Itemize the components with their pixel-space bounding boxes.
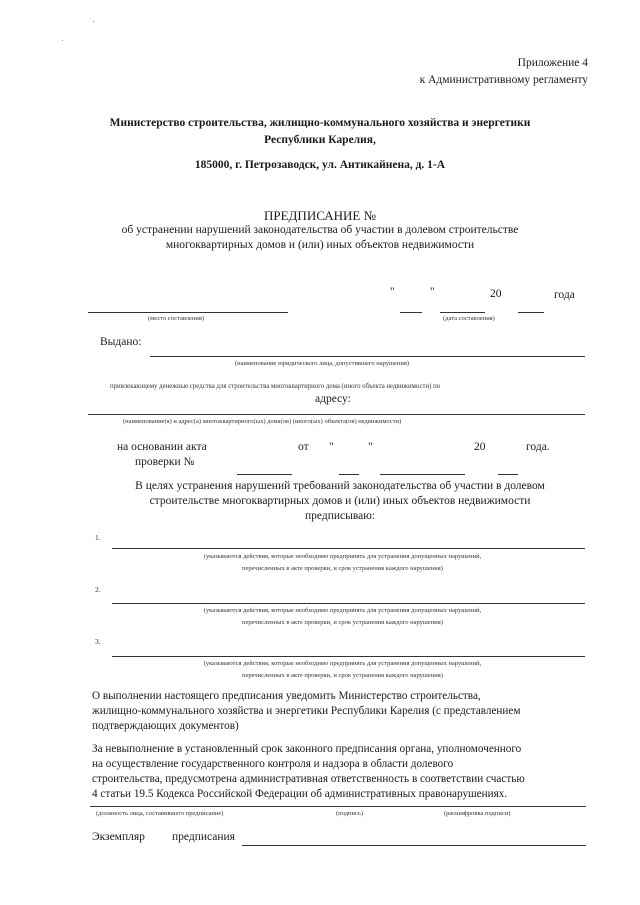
item-number: 2. <box>95 585 101 594</box>
liability-line-1: За невыполнение в установленный срок законного предписания органа, уполномоченного <box>92 743 522 755</box>
item-number: 3. <box>95 637 101 646</box>
basis-year-prefix: 20 <box>474 441 486 453</box>
ministry-name-line-1: Министерство строительства, жилищно-коммунального хозяйства и энергетики <box>109 117 531 129</box>
item-3-caption-2: перечисленных в акте проверки, и срок устранения каждого нарушения) <box>242 672 443 679</box>
address-label: адресу: <box>315 393 351 405</box>
date-quote-open: " <box>390 286 395 298</box>
date-year-prefix: 20 <box>490 288 502 300</box>
year-field[interactable] <box>518 312 544 313</box>
purpose-line-3: предписываю: <box>304 510 376 522</box>
basis-label: на основании акта <box>117 441 207 453</box>
act-day-field[interactable] <box>339 474 359 475</box>
liability-line-4: 4 статьи 19.5 Кодекса Российской Федерации об административных правонарушениях. <box>92 788 508 800</box>
ministry-address: 185000, г. Петрозаводск, ул. Антикайнена, д. 1-А <box>194 159 446 171</box>
issued-label: Выдано: <box>100 336 142 348</box>
scan-speck <box>93 21 94 22</box>
ministry-name-line-2: Республики Карелия, <box>264 134 376 146</box>
building-address-caption: (наименование(я) и адрес(а) многоквартирного(ых) дома(ов) (иного(ых) объекта(ов) недвижимости) <box>123 418 402 425</box>
order-subtitle-2: многоквартирных домов и (или) иных объектов недвижимости <box>165 239 475 251</box>
place-field[interactable] <box>88 312 288 313</box>
basis-quote-open: " <box>329 441 334 453</box>
item-3-field[interactable] <box>112 656 585 657</box>
copy-recipient-field[interactable] <box>242 845 586 846</box>
fundraising-text: привлекающему денежные средства для строительства многоквартирного дома (иного объекта недвижимости) по <box>110 383 441 390</box>
liability-line-3: строительства, предусмотрена административная ответственность в соответствии счастью <box>92 773 525 785</box>
notify-line-2: жилищно-коммунального хозяйства и энергетики Республики Карелия (с представлением <box>92 705 521 717</box>
legal-entity-field[interactable] <box>150 356 585 357</box>
item-3-caption-1: (указываются действия, которые необходимо предпринять для устранения допущенных нарушений, <box>203 660 482 667</box>
item-1-caption-1: (указываются действия, которые необходимо предпринять для устранения допущенных нарушений, <box>203 553 482 560</box>
building-address-field[interactable] <box>88 414 585 415</box>
signature-caption: (подпись) <box>336 810 363 817</box>
liability-line-2: на осуществление государственного контроля и надзора в области долевого <box>92 758 454 770</box>
position-caption: (должность лица, составившего предписание) <box>96 810 224 817</box>
legal-entity-caption: (наименование юридического лица, допустившего нарушения) <box>235 360 410 367</box>
item-number: 1. <box>95 533 101 542</box>
date-year-suffix: года <box>554 289 575 301</box>
item-2-field[interactable] <box>112 603 585 604</box>
act-number-field[interactable] <box>237 474 292 475</box>
item-2-caption-1: (указываются действия, которые необходимо предпринять для устранения допущенных нарушений, <box>203 607 482 614</box>
date-caption: (дата составления) <box>443 315 495 322</box>
month-field[interactable] <box>440 312 485 313</box>
annex-line-1: Приложение 4 <box>517 57 588 69</box>
item-1-field[interactable] <box>112 548 585 549</box>
basis-from-label: от <box>298 441 309 453</box>
place-caption: (место составления) <box>148 315 205 322</box>
notify-line-1: О выполнении настоящего предписания уведомить Министерство строительства, <box>92 690 481 702</box>
item-2-caption-2: перечисленных в акте проверки, и срок устранения каждого нарушения) <box>242 619 443 626</box>
basis-quote-close: " <box>368 441 373 453</box>
order-subtitle-1: об устранении нарушений законодательства об участии в долевом строительстве <box>121 224 519 236</box>
decoding-caption: (расшифровка подписи) <box>444 810 511 817</box>
basis-year-suffix: года. <box>526 441 550 453</box>
annex-line-2: к Административному регламенту <box>419 74 588 86</box>
act-number-label: проверки № <box>135 456 195 468</box>
act-month-field[interactable] <box>380 474 465 475</box>
copy-label: Экземпляр <box>92 831 145 843</box>
scan-speck <box>62 40 63 41</box>
purpose-line-1: В целях устранения нарушений требований законодательства об участии в долевом <box>135 480 545 492</box>
item-1-caption-2: перечисленных в акте проверки, и срок устранения каждого нарушения) <box>242 565 443 572</box>
signature-field[interactable] <box>90 806 586 807</box>
copy-label-2: предписания <box>172 831 235 843</box>
purpose-line-2: строительстве многоквартирных домов и (или) иных объектов недвижимости <box>149 495 531 507</box>
day-field[interactable] <box>400 312 422 313</box>
date-quote-close: " <box>430 286 435 298</box>
order-title: ПРЕДПИСАНИЕ № <box>264 208 376 223</box>
act-year-field[interactable] <box>498 474 518 475</box>
notify-line-3: подтверждающих документов) <box>92 720 239 732</box>
